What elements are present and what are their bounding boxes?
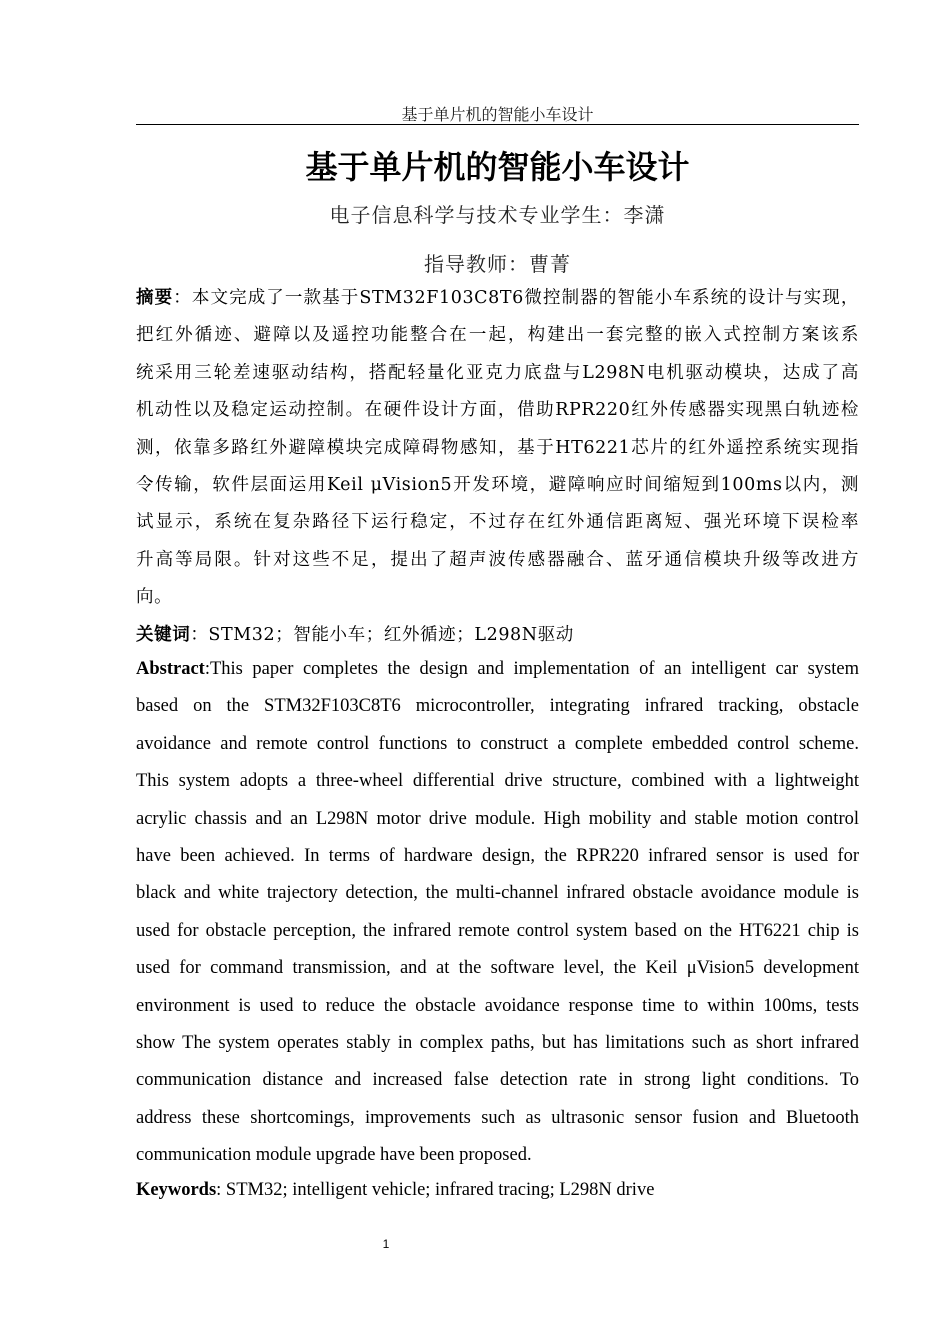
abstract-line: [136, 1100, 859, 1137]
abstract-line-text: have been achieved. In terms of hardware design, the RPR220 infrared sensor is used for: [136, 845, 859, 866]
advisor-line: 指导教师：曹菁: [424, 252, 571, 276]
abstract-line: [136, 317, 859, 354]
abstract-line: [136, 392, 859, 429]
abstract-line: [136, 726, 859, 763]
abstract-line: [136, 801, 859, 838]
abstract-line-text: used for command transmission, and at the software level, the Keil μVision5 development: [136, 958, 859, 979]
abstract-line: [136, 875, 859, 912]
page-number: 1: [382, 1237, 390, 1251]
author-line: 电子信息科学与技术专业学生：李潇: [329, 203, 666, 227]
abstract-line: [136, 579, 859, 616]
chinese-keywords: [136, 617, 859, 654]
abstract-line: [136, 763, 859, 800]
abstract-line-text: This system adopts a three-wheel differential drive structure, combined with a lightweight: [136, 771, 859, 792]
abstract-line: [136, 467, 859, 504]
abstract-line: [136, 1062, 859, 1099]
abstract-line-text: ：本文完成了一款基于STM32F103C8T6微控制器的智能小车系统的设计与实现，: [173, 288, 859, 308]
english-keywords: [136, 1172, 859, 1209]
abstract-line-text: 升高等局限。针对这些不足，提出了超声波传感器融合、蓝牙通信模块升级等改进方: [136, 549, 859, 570]
keywords-text: : STM32; intelligent vehicle; infrared tracing; L298N drive: [216, 1180, 655, 1200]
abstract-line: [136, 1137, 859, 1174]
abstract-line-text: communication distance and increased false detection rate in strong light conditions. To: [136, 1070, 859, 1091]
running-header: 基于单片机的智能小车设计: [401, 105, 594, 124]
abstract-line: [136, 504, 859, 541]
abstract-line-text: used for obstacle perception, the infrared remote control system based on the HT6221 chip is: [136, 920, 859, 941]
abstract-label: Abstract: [136, 659, 205, 679]
abstract-line: [136, 542, 859, 579]
abstract-line-text: address these shortcomings, improvements such as ultrasonic sensor fusion and Bluetooth: [136, 1107, 859, 1128]
page-title: 基于单片机的智能小车设计: [305, 148, 690, 186]
abstract-line-text: 向。: [136, 587, 173, 608]
abstract-line-text: 把红外循迹、避障以及遥控功能整合在一起，构建出一套完整的嵌入式控制方案该系: [136, 325, 859, 346]
abstract-line-text: black and white trajectory detection, the multi-channel infrared obstacle avoidance module is: [136, 883, 859, 904]
abstract-line: [136, 688, 859, 725]
abstract-line-text: environment is used to reduce the obstacle avoidance response time to within 100ms, tests: [136, 995, 859, 1016]
abstract-line-text: 试显示，系统在复杂路径下运行稳定，不过存在红外通信距离短、强光环境下误检率: [136, 512, 859, 533]
abstract-line-text: communication module upgrade have been proposed.: [136, 1145, 532, 1166]
english-abstract: [136, 651, 859, 1174]
abstract-line: [136, 280, 859, 317]
keywords-text: ：STM32；智能小车；红外循迹；L298N驱动: [190, 625, 574, 645]
header-rule: [136, 124, 859, 125]
abstract-line-text: avoidance and remote control functions to construct a complete embedded control scheme.: [136, 733, 859, 754]
keywords-label: 关键词: [136, 625, 191, 645]
abstract-line: [136, 988, 859, 1025]
abstract-line-text: :This paper completes the design and implementation of an intelligent car system: [204, 659, 859, 679]
abstract-label: 摘要: [136, 288, 174, 308]
abstract-line: [136, 838, 859, 875]
abstract-line: [136, 651, 859, 688]
abstract-line: [136, 1025, 859, 1062]
abstract-line: [136, 950, 859, 987]
abstract-line-text: 统采用三轮差速驱动结构，搭配轻量化亚克力底盘与L298N电机驱动模块，达成了高: [136, 362, 859, 383]
abstract-line-text: 测，依靠多路红外避障模块完成障碍物感知，基于HT6221芯片的红外遥控系统实现指: [136, 437, 859, 458]
keywords-label: Keywords: [136, 1180, 217, 1200]
abstract-line: [136, 355, 859, 392]
abstract-line-text: based on the STM32F103C8T6 microcontroller, integrating infrared tracking, obstacle: [136, 696, 859, 717]
abstract-line-text: 令传输，软件层面运用Keil μVision5开发环境，避障响应时间缩短到100ms以内，测: [136, 474, 859, 495]
abstract-line: [136, 913, 859, 950]
abstract-line-text: show The system operates stably in complex paths, but has limitations such as short infrared: [136, 1032, 859, 1053]
chinese-abstract: [136, 280, 859, 617]
abstract-line-text: 机动性以及稳定运动控制。在硬件设计方面，借助RPR220红外传感器实现黑白轨迹检: [136, 400, 859, 421]
abstract-line-text: acrylic chassis and an L298N motor drive module. High mobility and stable motion control: [136, 808, 859, 829]
abstract-line: [136, 430, 859, 467]
